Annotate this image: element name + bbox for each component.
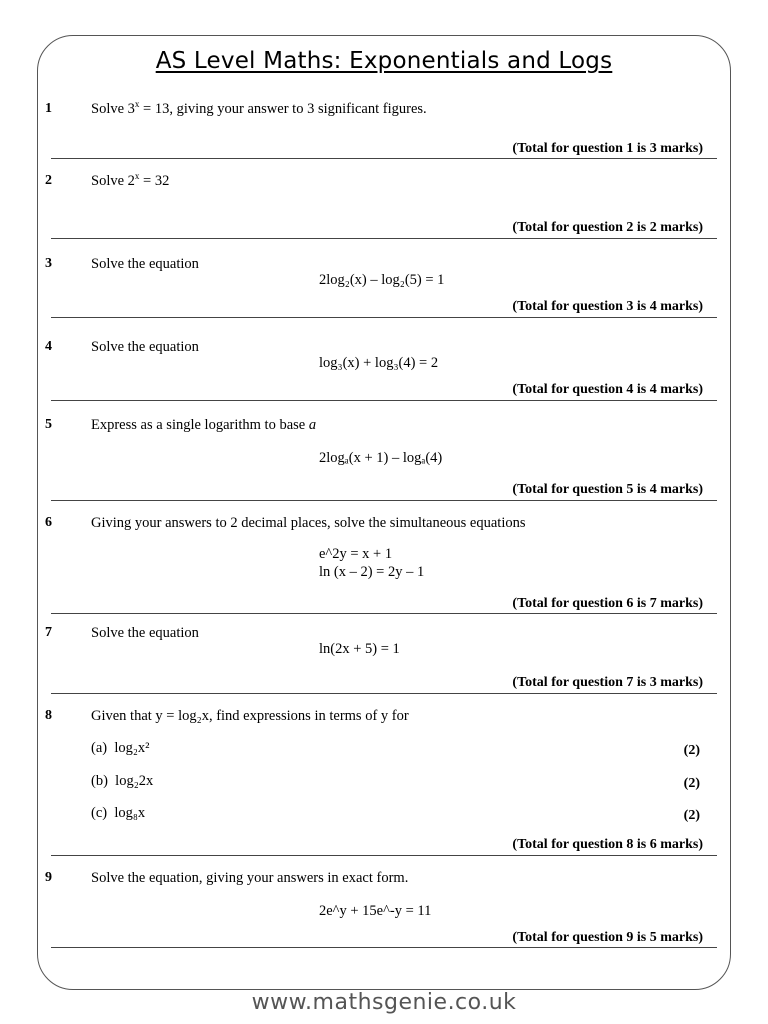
divider xyxy=(51,400,717,401)
question-7-text: Solve the equation xyxy=(91,625,199,641)
question-6-total: (Total for question 6 is 7 marks) xyxy=(512,596,703,611)
question-8-part-a-marks: (2) xyxy=(683,743,700,758)
question-5-total: (Total for question 5 is 4 marks) xyxy=(512,482,703,497)
question-9-number: 9 xyxy=(45,870,52,885)
question-9-total: (Total for question 9 is 5 marks) xyxy=(512,930,703,945)
question-8-part-c: (c) log₈x xyxy=(91,805,146,821)
question-8-total: (Total for question 8 is 6 marks) xyxy=(512,837,703,852)
divider xyxy=(51,158,717,159)
question-5-number: 5 xyxy=(45,417,52,432)
question-8-number: 8 xyxy=(45,708,52,723)
divider xyxy=(51,855,717,856)
question-1-number: 1 xyxy=(45,101,52,116)
divider xyxy=(51,238,717,239)
question-2-total: (Total for question 2 is 2 marks) xyxy=(512,220,703,235)
question-8-part-b-marks: (2) xyxy=(683,776,700,791)
question-9-text: Solve the equation, giving your answers in exact form. xyxy=(91,870,409,886)
question-9-equation: 2e^y + 15e^-y = 11 xyxy=(319,903,432,919)
question-7-equation: ln(2x + 5) = 1 xyxy=(319,641,400,657)
question-2-text: Solve $2^x = 32$ xyxy=(91,171,170,189)
question-6-equation-1: e^2y = x + 1 xyxy=(319,546,393,562)
question-5-text: Express as a single logarithm to base a xyxy=(91,417,317,433)
question-5-expression: 2logₐ(x + 1) – logₐ(4) xyxy=(319,450,443,466)
question-1-total: (Total for question 1 is 3 marks) xyxy=(512,141,703,156)
question-3-equation: 2log₂(x) – log₂(5) = 1 xyxy=(319,272,445,288)
question-4-equation: log₃(x) + log₃(4) = 2 xyxy=(319,355,439,371)
question-6-equation-2: ln (x – 2) = 2y – 1 xyxy=(319,564,425,580)
divider xyxy=(51,947,717,948)
question-1-text: Solve $3^x = 13$, giving your answer to 3 significant figures. xyxy=(91,99,427,117)
divider xyxy=(51,693,717,694)
question-8-part-b: (b) log₂2x xyxy=(91,773,154,789)
question-3-text: Solve the equation xyxy=(91,256,199,272)
divider xyxy=(51,613,717,614)
question-4-total: (Total for question 4 is 4 marks) xyxy=(512,382,703,397)
question-8-text: Given that y = log₂x, find expressions in terms of y for xyxy=(91,708,409,724)
page-title: AS Level Maths: Exponentials and Logs xyxy=(155,48,613,74)
question-4-number: 4 xyxy=(45,339,52,354)
question-7-number: 7 xyxy=(45,625,52,640)
divider xyxy=(51,500,717,501)
question-8-part-c-marks: (2) xyxy=(683,808,700,823)
question-3-total: (Total for question 3 is 4 marks) xyxy=(512,299,703,314)
question-3-number: 3 xyxy=(45,256,52,271)
question-6-text: Giving your answers to 2 decimal places, solve the simultaneous equations xyxy=(91,515,526,531)
question-4-text: Solve the equation xyxy=(91,339,199,355)
divider xyxy=(51,317,717,318)
question-2-number: 2 xyxy=(45,173,52,188)
website-footer: www.mathsgenie.co.uk xyxy=(251,990,517,1015)
question-6-number: 6 xyxy=(45,515,52,530)
question-8-part-a: (a) log₂x² xyxy=(91,740,150,756)
question-7-total: (Total for question 7 is 3 marks) xyxy=(512,675,703,690)
